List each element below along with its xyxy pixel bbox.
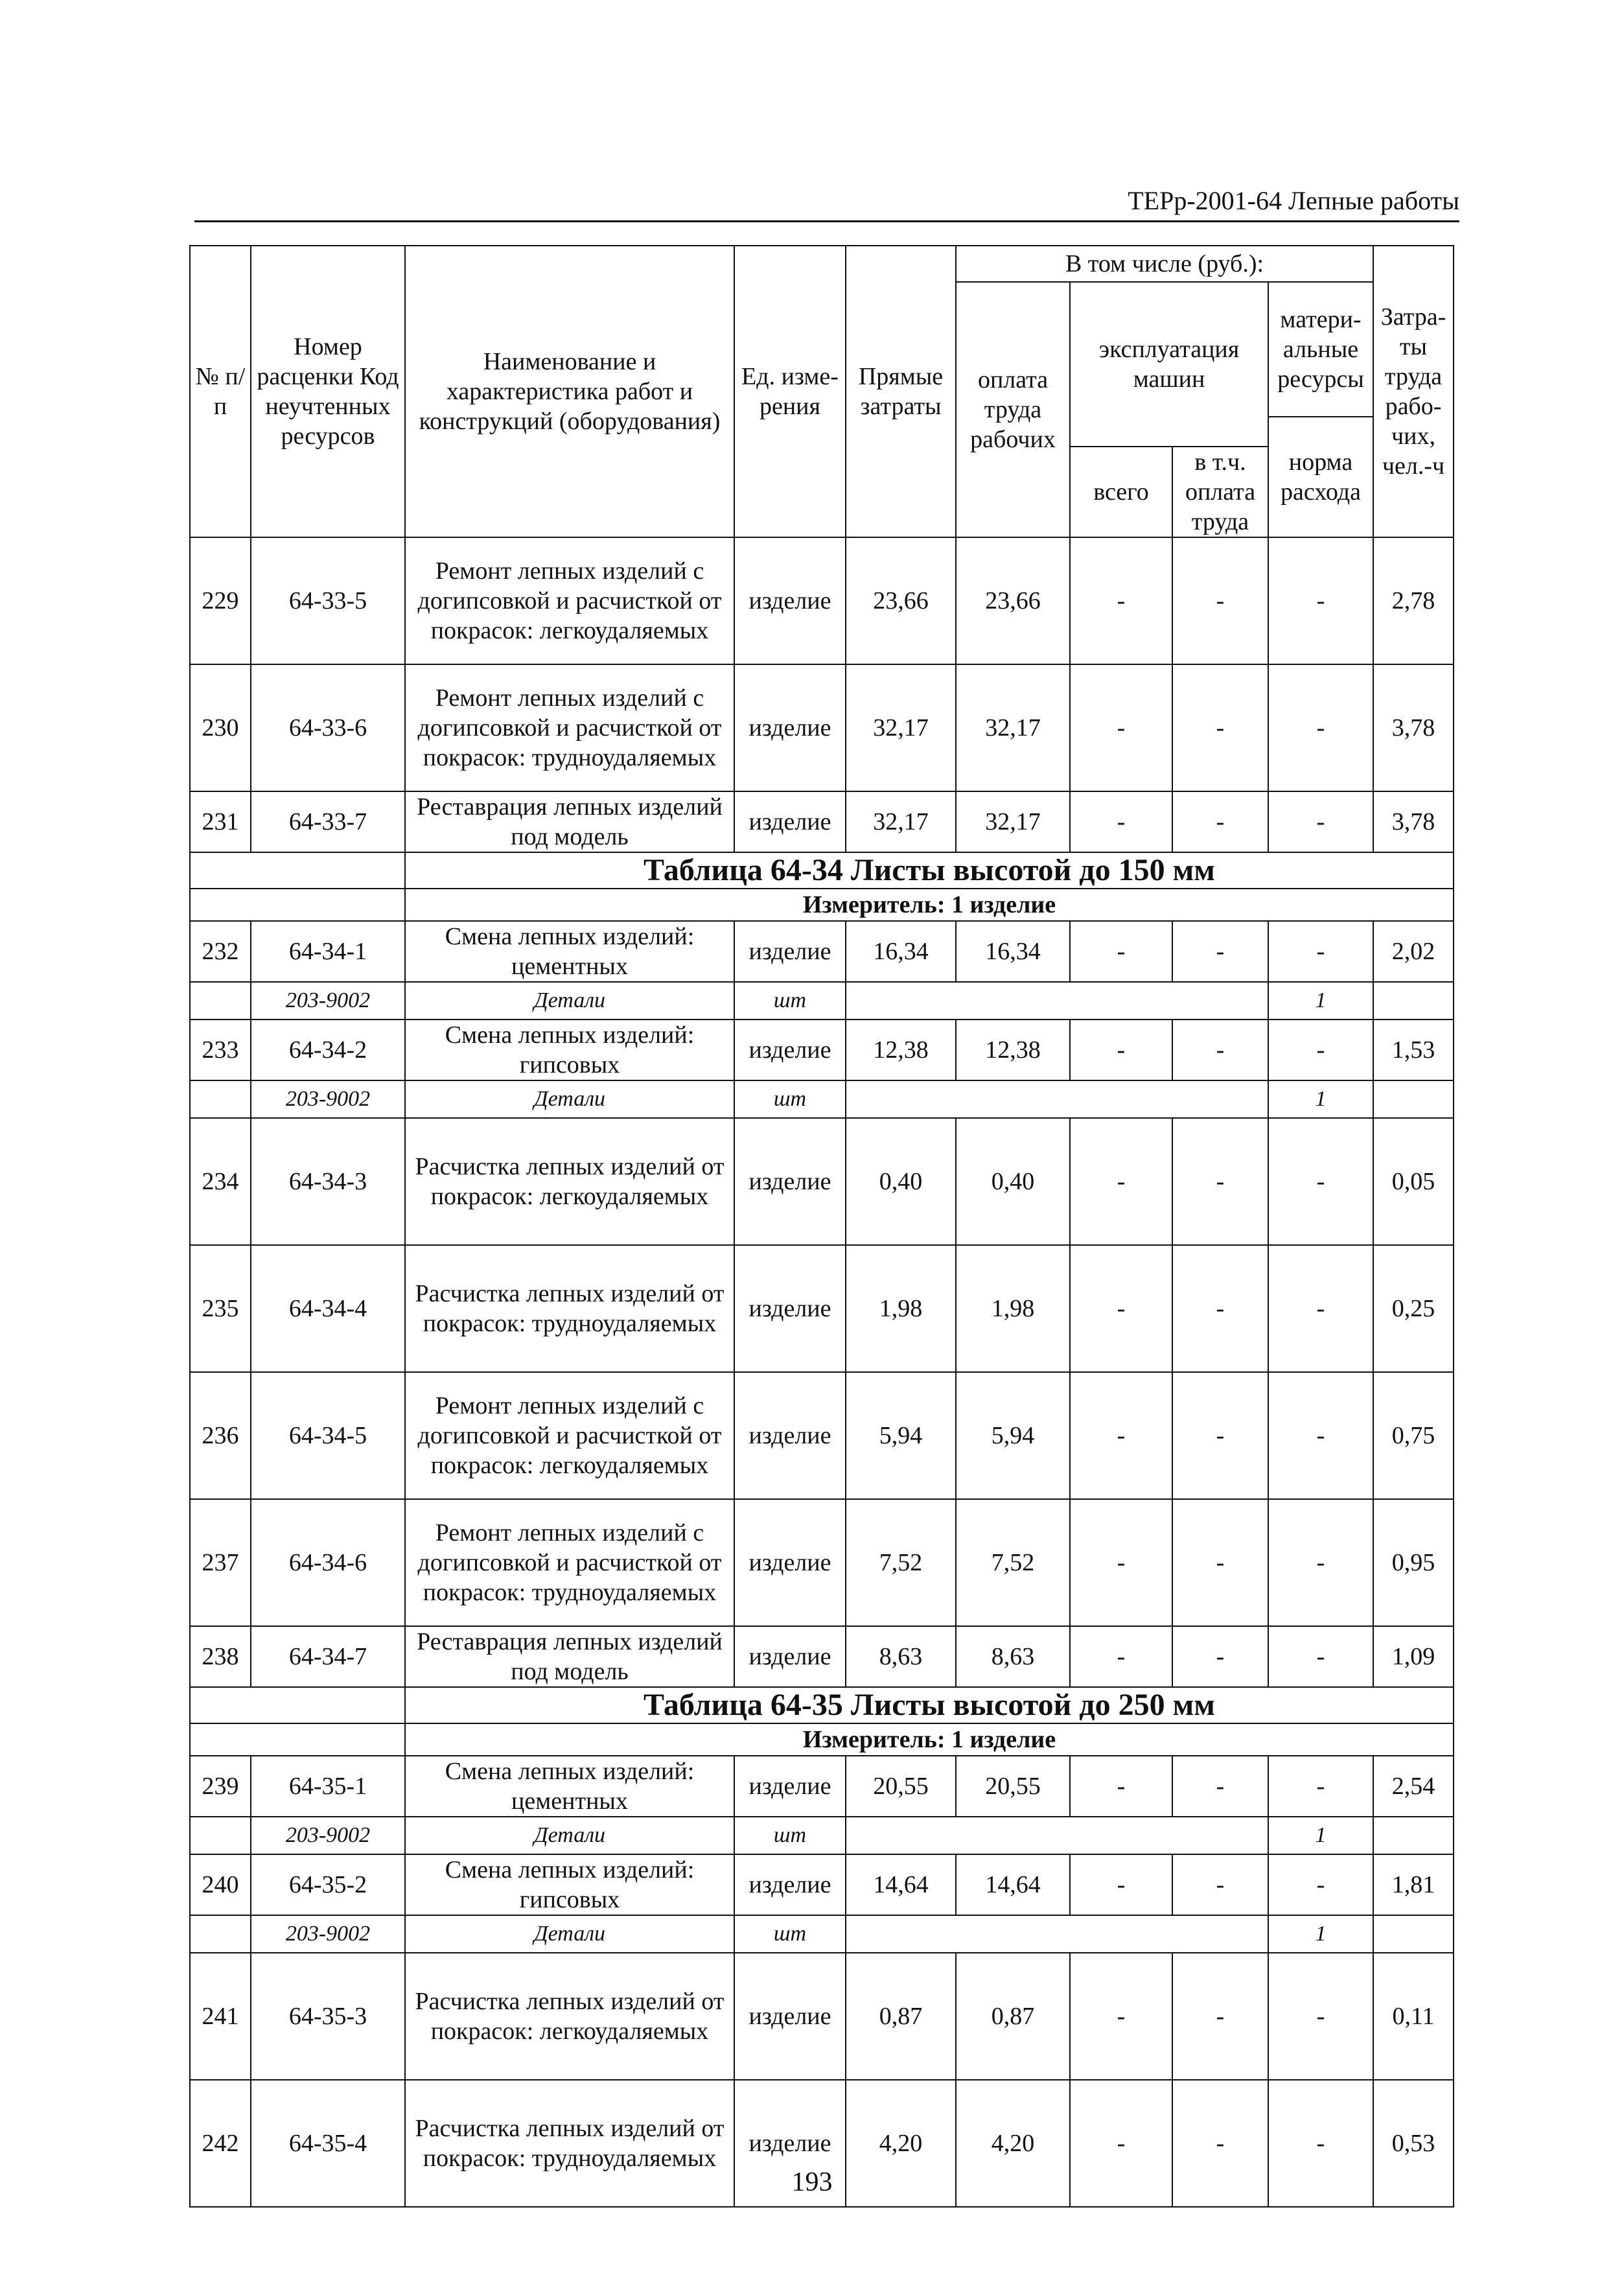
row-unit: изделие <box>734 537 846 664</box>
row-machines-pay: - <box>1172 2080 1268 2207</box>
row-materials: - <box>1268 664 1373 791</box>
row-machines-pay: - <box>1172 1020 1268 1080</box>
row-num: 229 <box>190 537 251 664</box>
row-labor-cost: 1,09 <box>1373 1626 1454 1687</box>
row-machines-pay: - <box>1172 1854 1268 1915</box>
row-code: 64-33-6 <box>251 664 405 791</box>
row-direct: 23,66 <box>846 537 956 664</box>
resource-num <box>190 1080 251 1118</box>
row-direct: 8,63 <box>846 1626 956 1687</box>
row-num: 237 <box>190 1499 251 1626</box>
row-num: 234 <box>190 1118 251 1245</box>
resource-num <box>190 982 251 1020</box>
row-labor-pay: 8,63 <box>956 1626 1070 1687</box>
row-name: Расчистка лепных изделий от покрасок: легкоудаляемых <box>405 1118 734 1245</box>
running-header: ТЕРр-2001-64 Лепные работы <box>1128 186 1459 215</box>
row-machines-pay: - <box>1172 1756 1268 1817</box>
resource-row <box>190 1080 1454 1118</box>
row-direct: 32,17 <box>846 791 956 852</box>
row-code: 64-34-7 <box>251 1626 405 1687</box>
row-num: 238 <box>190 1626 251 1687</box>
row-labor-cost: 0,95 <box>1373 1499 1454 1626</box>
row-labor-cost: 2,02 <box>1373 921 1454 982</box>
resource-row <box>190 1817 1454 1854</box>
row-materials: - <box>1268 1756 1373 1817</box>
resource-num <box>190 1915 251 1953</box>
header-labor-pay: оплата труда рабочих <box>956 282 1070 537</box>
row-machines-pay: - <box>1172 1118 1268 1245</box>
header-incl: В том числе (руб.): <box>956 246 1373 282</box>
row-labor-pay: 14,64 <box>956 1854 1070 1915</box>
resource-num <box>190 1817 251 1854</box>
header-direct: Прямые затраты <box>846 246 956 537</box>
resource-blank <box>846 982 1268 1020</box>
row-labor-pay: 23,66 <box>956 537 1070 664</box>
resource-labor <box>1373 1080 1454 1118</box>
table-row <box>190 1953 1454 2080</box>
header-num: № п/п <box>190 246 251 537</box>
row-num: 233 <box>190 1020 251 1080</box>
row-machines-pay: - <box>1172 664 1268 791</box>
row-materials: - <box>1268 791 1373 852</box>
row-name: Расчистка лепных изделий от покрасок: трудноудаляемых <box>405 2080 734 2207</box>
table-row <box>190 1245 1454 1372</box>
resource-row <box>190 982 1454 1020</box>
row-direct: 7,52 <box>846 1499 956 1626</box>
row-labor-pay: 20,55 <box>956 1756 1070 1817</box>
row-machines-total: - <box>1070 664 1172 791</box>
table-row <box>190 1020 1454 1080</box>
table-row <box>190 664 1454 791</box>
resource-blank <box>846 1915 1268 1953</box>
row-materials: - <box>1268 1020 1373 1080</box>
row-code: 64-34-5 <box>251 1372 405 1499</box>
row-labor-cost: 0,05 <box>1373 1118 1454 1245</box>
row-labor-cost: 0,25 <box>1373 1245 1454 1372</box>
row-machines-pay: - <box>1172 921 1268 982</box>
row-code: 64-34-3 <box>251 1118 405 1245</box>
resource-code: 203-9002 <box>251 1817 405 1854</box>
resource-norm: 1 <box>1268 1915 1373 1953</box>
row-machines-total: - <box>1070 2080 1172 2207</box>
row-labor-cost: 2,54 <box>1373 1756 1454 1817</box>
row-num: 231 <box>190 791 251 852</box>
resource-name: Детали <box>405 1817 734 1854</box>
header-machines-incl: в т.ч. оплата труда <box>1172 447 1268 537</box>
rates-table <box>189 245 1454 2208</box>
row-materials: - <box>1268 1626 1373 1687</box>
table-row <box>190 1118 1454 1245</box>
row-machines-total: - <box>1070 1372 1172 1499</box>
row-machines-total: - <box>1070 1020 1172 1080</box>
row-code: 64-34-6 <box>251 1499 405 1626</box>
row-unit: изделие <box>734 1854 846 1915</box>
row-num: 242 <box>190 2080 251 2207</box>
row-unit: изделие <box>734 664 846 791</box>
row-machines-total: - <box>1070 791 1172 852</box>
row-code: 64-34-1 <box>251 921 405 982</box>
measure-title: Измеритель: 1 изделие <box>405 889 1454 921</box>
resource-name: Детали <box>405 1915 734 1953</box>
measure-row <box>190 1723 1454 1756</box>
row-unit: изделие <box>734 1118 846 1245</box>
resource-blank <box>846 1817 1268 1854</box>
resource-blank <box>846 1080 1268 1118</box>
row-unit: изделие <box>734 791 846 852</box>
table-row <box>190 537 1454 664</box>
row-labor-pay: 0,40 <box>956 1118 1070 1245</box>
row-machines-total: - <box>1070 1626 1172 1687</box>
row-labor-pay: 1,98 <box>956 1245 1070 1372</box>
row-labor-cost: 2,78 <box>1373 537 1454 664</box>
row-code: 64-34-2 <box>251 1020 405 1080</box>
resource-norm: 1 <box>1268 1817 1373 1854</box>
row-code: 64-35-3 <box>251 1953 405 2080</box>
table-row <box>190 1372 1454 1499</box>
row-code: 64-35-4 <box>251 2080 405 2207</box>
resource-code: 203-9002 <box>251 1915 405 1953</box>
resource-code: 203-9002 <box>251 982 405 1020</box>
row-labor-cost: 0,75 <box>1373 1372 1454 1499</box>
row-labor-pay: 7,52 <box>956 1499 1070 1626</box>
table-row <box>190 1854 1454 1915</box>
row-machines-pay: - <box>1172 1953 1268 2080</box>
row-code: 64-34-4 <box>251 1245 405 1372</box>
row-direct: 32,17 <box>846 664 956 791</box>
section-title: Таблица 64-35 Листы высотой до 250 мм <box>405 1687 1454 1723</box>
row-machines-total: - <box>1070 1499 1172 1626</box>
table-row <box>190 1756 1454 1817</box>
resource-unit: шт <box>734 1915 846 1953</box>
row-num: 230 <box>190 664 251 791</box>
row-direct: 5,94 <box>846 1372 956 1499</box>
row-unit: изделие <box>734 1372 846 1499</box>
resource-unit: шт <box>734 982 846 1020</box>
row-direct: 0,40 <box>846 1118 956 1245</box>
header-materials: матери- альные ресурсы <box>1268 282 1373 417</box>
resource-labor <box>1373 1915 1454 1953</box>
resource-code: 203-9002 <box>251 1080 405 1118</box>
row-materials: - <box>1268 1953 1373 2080</box>
row-unit: изделие <box>734 1626 846 1687</box>
resource-norm: 1 <box>1268 982 1373 1020</box>
row-labor-cost: 1,81 <box>1373 1854 1454 1915</box>
row-direct: 16,34 <box>846 921 956 982</box>
table-body <box>190 537 1454 2207</box>
table-row <box>190 921 1454 982</box>
row-materials: - <box>1268 1499 1373 1626</box>
row-name: Расчистка лепных изделий от покрасок: легкоудаляемых <box>405 1953 734 2080</box>
row-num: 232 <box>190 921 251 982</box>
row-unit: изделие <box>734 1756 846 1817</box>
row-unit: изделие <box>734 921 846 982</box>
row-code: 64-33-7 <box>251 791 405 852</box>
row-direct: 1,98 <box>846 1245 956 1372</box>
row-materials: - <box>1268 1245 1373 1372</box>
row-code: 64-33-5 <box>251 537 405 664</box>
row-machines-pay: - <box>1172 537 1268 664</box>
measure-spacer <box>190 1723 405 1756</box>
section-title-row <box>190 1687 1454 1723</box>
table-header <box>190 246 1454 537</box>
row-labor-pay: 0,87 <box>956 1953 1070 2080</box>
resource-norm: 1 <box>1268 1080 1373 1118</box>
row-labor-cost: 3,78 <box>1373 664 1454 791</box>
row-unit: изделие <box>734 1499 846 1626</box>
row-machines-total: - <box>1070 921 1172 982</box>
resource-labor <box>1373 1817 1454 1854</box>
row-machines-pay: - <box>1172 1372 1268 1499</box>
header-norm: норма расхода <box>1268 417 1373 537</box>
row-labor-pay: 32,17 <box>956 791 1070 852</box>
row-machines-total: - <box>1070 1118 1172 1245</box>
row-labor-pay: 4,20 <box>956 2080 1070 2207</box>
row-materials: - <box>1268 537 1373 664</box>
row-name: Смена лепных изделий: гипсовых <box>405 1854 734 1915</box>
row-materials: - <box>1268 921 1373 982</box>
row-code: 64-35-2 <box>251 1854 405 1915</box>
row-labor-cost: 0,53 <box>1373 2080 1454 2207</box>
header-labor-cost: Затра- ты труда рабо- чих, чел.-ч <box>1373 246 1454 537</box>
row-name: Смена лепных изделий: гипсовых <box>405 1020 734 1080</box>
table-row <box>190 791 1454 852</box>
row-machines-pay: - <box>1172 791 1268 852</box>
row-labor-cost: 0,11 <box>1373 1953 1454 2080</box>
row-num: 239 <box>190 1756 251 1817</box>
row-materials: - <box>1268 2080 1373 2207</box>
table-row <box>190 1499 1454 1626</box>
resource-labor <box>1373 982 1454 1020</box>
row-unit: изделие <box>734 1020 846 1080</box>
row-labor-cost: 3,78 <box>1373 791 1454 852</box>
row-unit: изделие <box>734 1245 846 1372</box>
row-name: Ремонт лепных изделий с догипсовкой и расчисткой от покрасок: трудноудаляемых <box>405 664 734 791</box>
section-title-row <box>190 852 1454 889</box>
table-row <box>190 1626 1454 1687</box>
resource-row <box>190 1915 1454 1953</box>
row-num: 240 <box>190 1854 251 1915</box>
row-name: Смена лепных изделий: цементных <box>405 921 734 982</box>
row-machines-total: - <box>1070 537 1172 664</box>
section-spacer <box>190 1687 405 1723</box>
row-machines-total: - <box>1070 1245 1172 1372</box>
header-machines-total: всего <box>1070 447 1172 537</box>
row-num: 241 <box>190 1953 251 2080</box>
section-title: Таблица 64-34 Листы высотой до 150 мм <box>405 852 1454 889</box>
row-name: Ремонт лепных изделий с догипсовкой и расчисткой от покрасок: трудноудаляемых <box>405 1499 734 1626</box>
section-spacer <box>190 852 405 889</box>
row-direct: 0,87 <box>846 1953 956 2080</box>
row-num: 236 <box>190 1372 251 1499</box>
row-machines-total: - <box>1070 1953 1172 2080</box>
row-name: Ремонт лепных изделий с догипсовкой и расчисткой от покрасок: легкоудаляемых <box>405 1372 734 1499</box>
row-labor-cost: 1,53 <box>1373 1020 1454 1080</box>
row-direct: 14,64 <box>846 1854 956 1915</box>
row-labor-pay: 12,38 <box>956 1020 1070 1080</box>
row-machines-total: - <box>1070 1756 1172 1817</box>
row-num: 235 <box>190 1245 251 1372</box>
row-materials: - <box>1268 1372 1373 1499</box>
row-materials: - <box>1268 1854 1373 1915</box>
row-direct: 4,20 <box>846 2080 956 2207</box>
row-materials: - <box>1268 1118 1373 1245</box>
row-machines-pay: - <box>1172 1245 1268 1372</box>
row-name: Смена лепных изделий: цементных <box>405 1756 734 1817</box>
row-machines-total: - <box>1070 1854 1172 1915</box>
row-name: Реставрация лепных изделий под модель <box>405 791 734 852</box>
row-name: Реставрация лепных изделий под модель <box>405 1626 734 1687</box>
measure-row <box>190 889 1454 921</box>
row-name: Расчистка лепных изделий от покрасок: трудноудаляемых <box>405 1245 734 1372</box>
row-unit: изделие <box>734 1953 846 2080</box>
row-code: 64-35-1 <box>251 1756 405 1817</box>
row-unit: изделие <box>734 2080 846 2207</box>
row-machines-pay: - <box>1172 1499 1268 1626</box>
header-machines: эксплуатация машин <box>1070 282 1268 447</box>
resource-unit: шт <box>734 1080 846 1118</box>
row-labor-pay: 32,17 <box>956 664 1070 791</box>
measure-spacer <box>190 889 405 921</box>
header-name: Наименование и характеристика работ и конструкций (оборудования) <box>405 246 734 537</box>
header-rule <box>194 220 1459 222</box>
resource-unit: шт <box>734 1817 846 1854</box>
row-labor-pay: 16,34 <box>956 921 1070 982</box>
header-code: Номер расценки Код неучтенных ресурсов <box>251 246 405 537</box>
measure-title: Измеритель: 1 изделие <box>405 1723 1454 1756</box>
row-direct: 20,55 <box>846 1756 956 1817</box>
resource-name: Детали <box>405 1080 734 1118</box>
header-unit: Ед. изме- рения <box>734 246 846 537</box>
row-name: Ремонт лепных изделий с догипсовкой и расчисткой от покрасок: легкоудаляемых <box>405 537 734 664</box>
page-number: 193 <box>791 2167 833 2197</box>
row-direct: 12,38 <box>846 1020 956 1080</box>
row-labor-pay: 5,94 <box>956 1372 1070 1499</box>
resource-name: Детали <box>405 982 734 1020</box>
row-machines-pay: - <box>1172 1626 1268 1687</box>
